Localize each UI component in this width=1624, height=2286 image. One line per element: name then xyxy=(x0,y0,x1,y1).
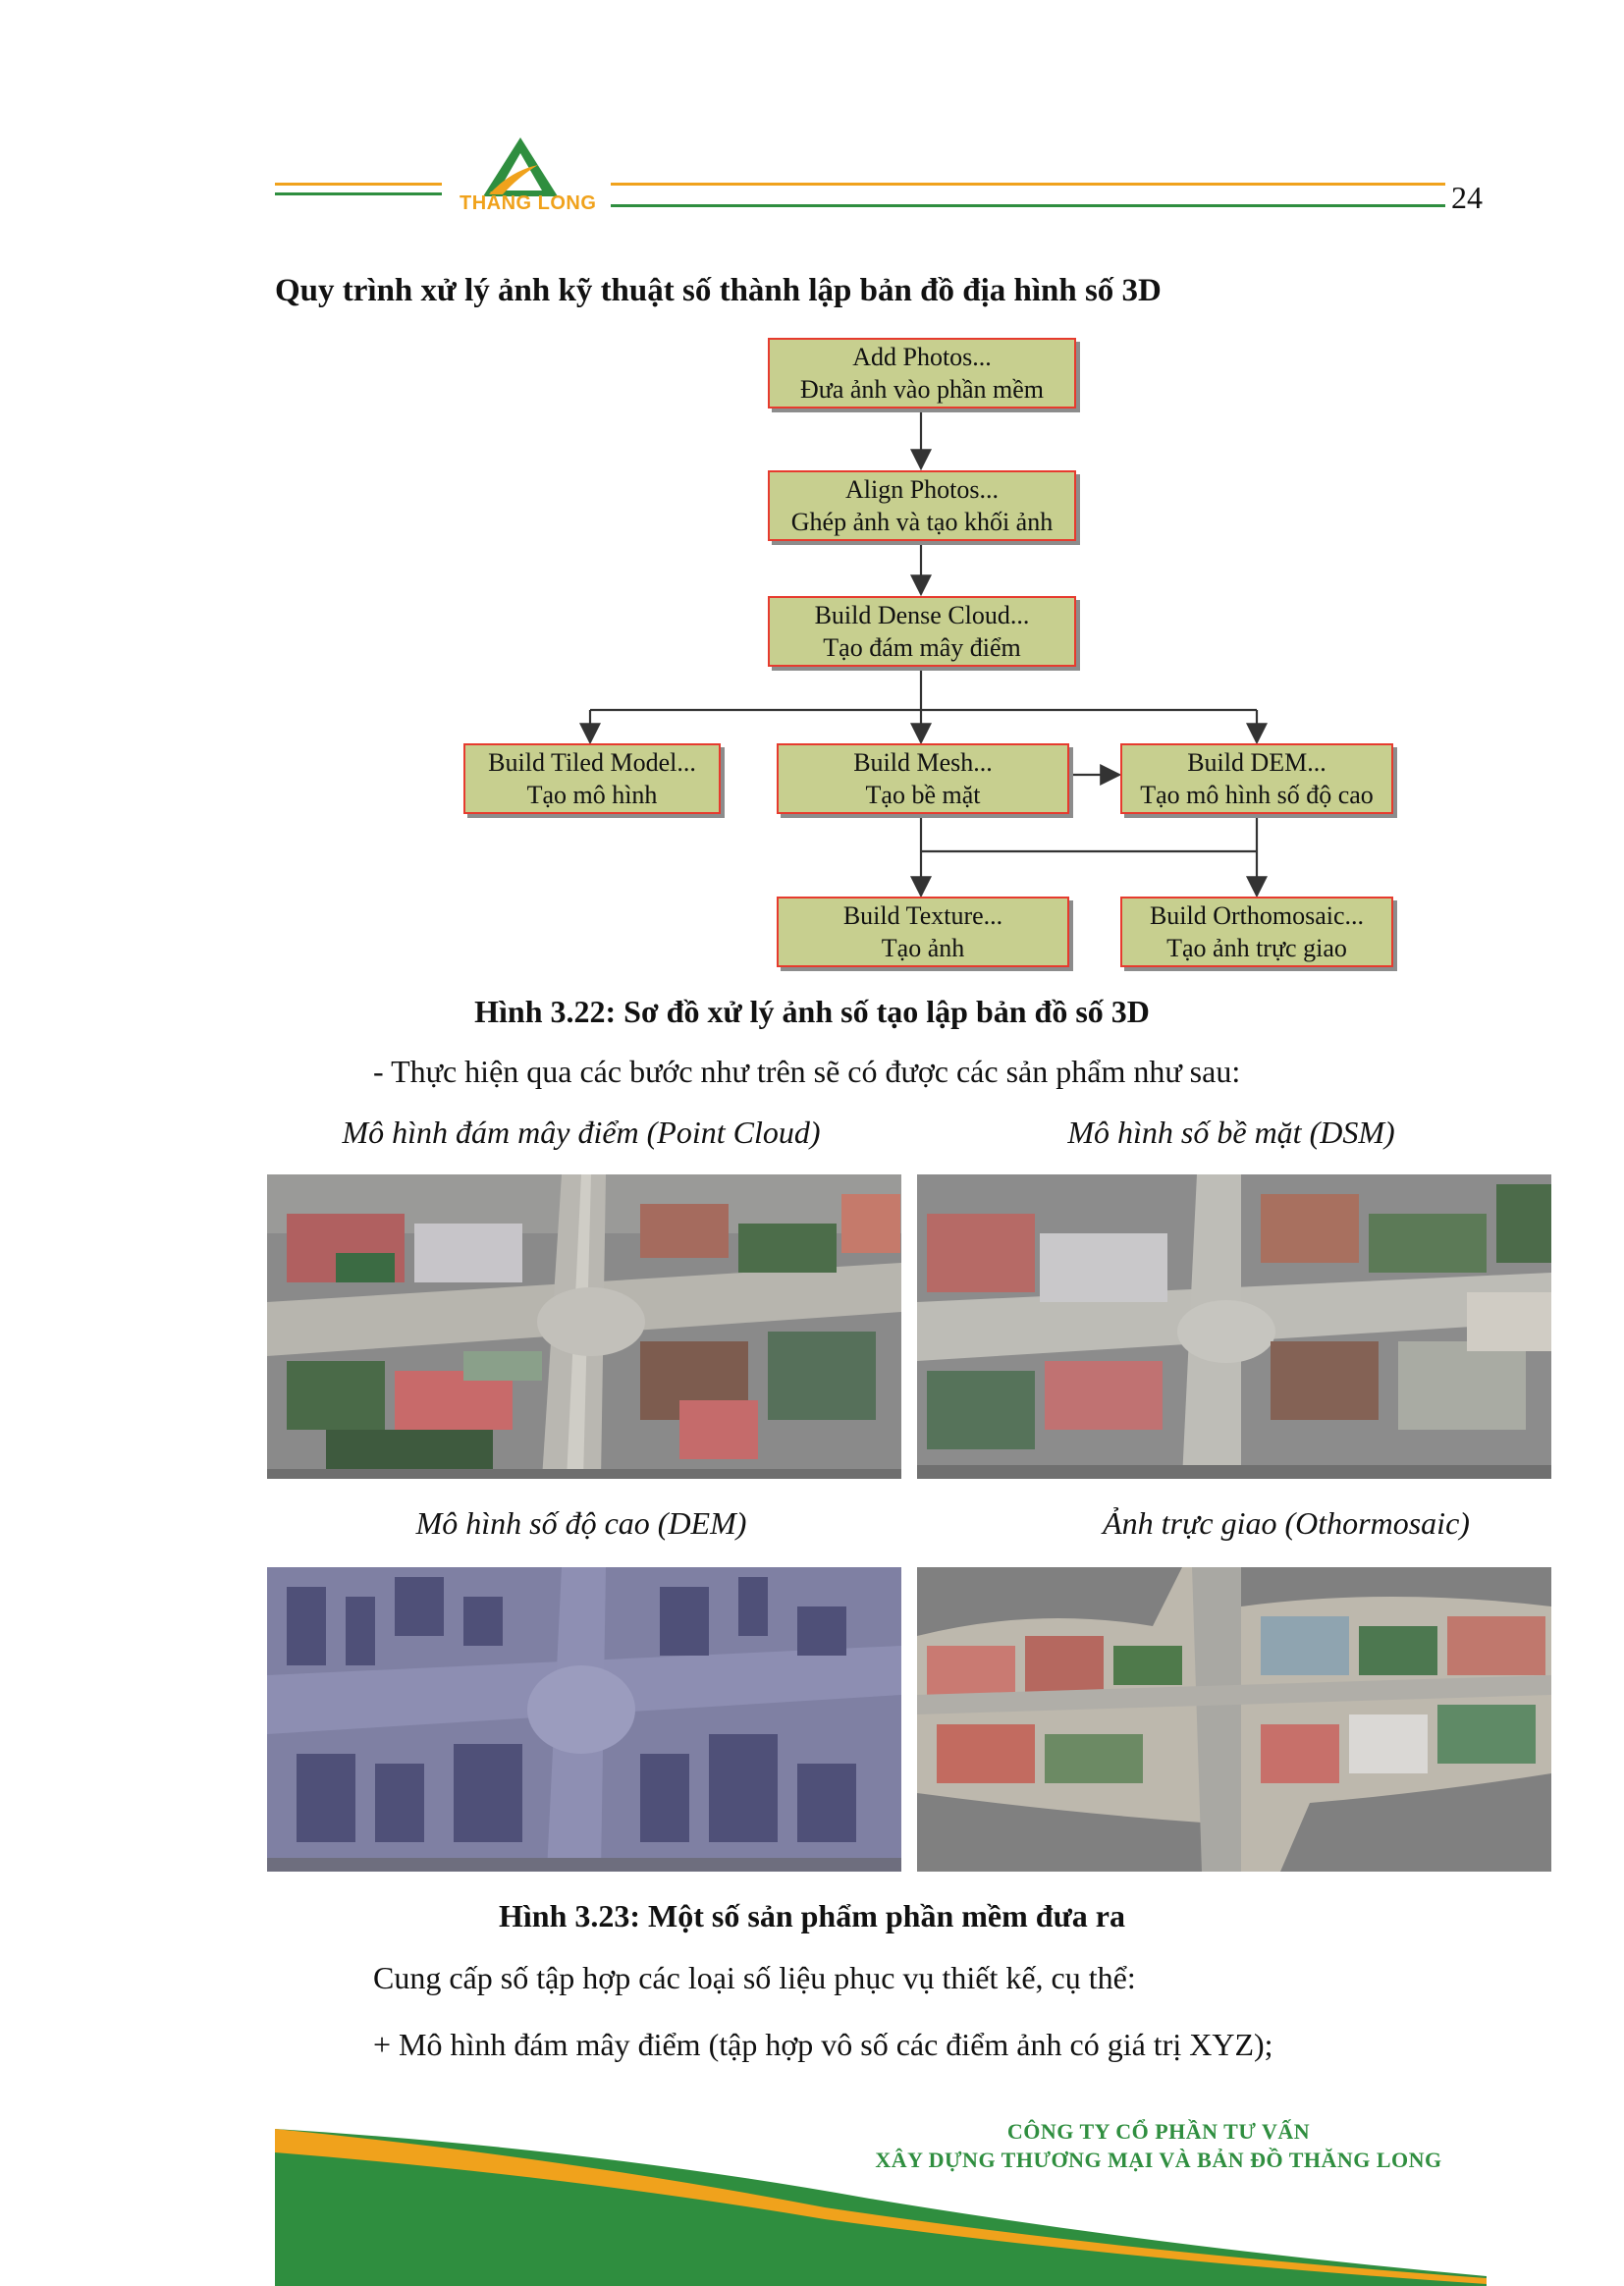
flow-box-dem xyxy=(1120,743,1393,814)
flow-box-line1: Build Dense Cloud... xyxy=(814,601,1030,629)
flow-box-line2: Tạo bề mặt xyxy=(865,781,981,809)
flow-box-add-photos xyxy=(768,338,1076,408)
intro-line: - Thực hiện qua các bước như trên sẽ có được các sản phẩm như sau: xyxy=(373,1054,1241,1089)
company-name-line1: CÔNG TY CỔ PHẦN TƯ VẤN xyxy=(1006,2119,1311,2144)
flow-box-line2: Tạo mô hình xyxy=(526,781,658,809)
flow-box-orthomosaic xyxy=(1120,897,1393,967)
figure-3-22-caption: Hình 3.22: Sơ đồ xử lý ảnh số tạo lập bản đồ số 3D xyxy=(474,994,1150,1029)
flow-box-line2: Tạo mô hình số độ cao xyxy=(1140,781,1374,809)
figure-3-23-caption: Hình 3.23: Một số sản phẩm phần mềm đưa ra xyxy=(499,1898,1125,1933)
flow-box-line2: Đưa ảnh vào phần mềm xyxy=(799,375,1044,404)
flow-box-line2: Tạo ảnh xyxy=(881,934,965,962)
flow-box-line2: Tạo ảnh trực giao xyxy=(1166,934,1347,962)
flow-box-line1: Build Tiled Model... xyxy=(488,748,696,777)
flow-box-line2: Tạo đám mây điểm xyxy=(823,633,1021,662)
label-point-cloud: Mô hình đám mây điểm (Point Cloud) xyxy=(342,1115,821,1150)
flow-box-texture xyxy=(777,897,1069,967)
flow-box-line1: Build Texture... xyxy=(842,901,1003,930)
section-title: Quy trình xử lý ảnh kỹ thuật số thành lập bản đồ địa hình số 3D xyxy=(275,273,1162,308)
flow-box-mesh xyxy=(777,743,1069,814)
point-cloud-image xyxy=(267,1174,901,1479)
flow-box-line1: Add Photos... xyxy=(852,343,992,371)
label-dem: Mô hình số độ cao (DEM) xyxy=(415,1505,747,1541)
flow-box-line2: Ghép ảnh và tạo khối ảnh xyxy=(790,508,1054,536)
body-line-1: Cung cấp số tập hợp các loại số liệu phục vụ thiết kế, cụ thể: xyxy=(373,1960,1136,1995)
flow-box-line1: Build DEM... xyxy=(1187,748,1326,777)
flow-box-tiled-model xyxy=(463,743,721,814)
flow-box-line1: Build Mesh... xyxy=(853,748,993,777)
flow-box-line1: Align Photos... xyxy=(844,475,1000,504)
company-name-line2: XÂY DỰNG THƯƠNG MẠI VÀ BẢN ĐỒ THĂNG LONG xyxy=(875,2148,1442,2172)
label-dsm: Mô hình số bề mặt (DSM) xyxy=(1067,1115,1395,1150)
dem-image xyxy=(267,1567,901,1872)
dsm-image xyxy=(917,1174,1551,1479)
orthomosaic-image xyxy=(917,1567,1551,1872)
logo-text: THĂNG LONG xyxy=(460,192,597,214)
page-number: 24 xyxy=(1451,180,1483,215)
flow-box-dense-cloud xyxy=(768,596,1076,667)
label-ortho: Ảnh trực giao (Othormosaic) xyxy=(1103,1505,1470,1541)
body-line-2: + Mô hình đám mây điểm (tập hợp vô số các điểm ảnh có giá trị XYZ); xyxy=(373,2027,1273,2062)
flow-box-line1: Build Orthomosaic... xyxy=(1149,901,1365,930)
flow-box-align-photos xyxy=(768,470,1076,541)
